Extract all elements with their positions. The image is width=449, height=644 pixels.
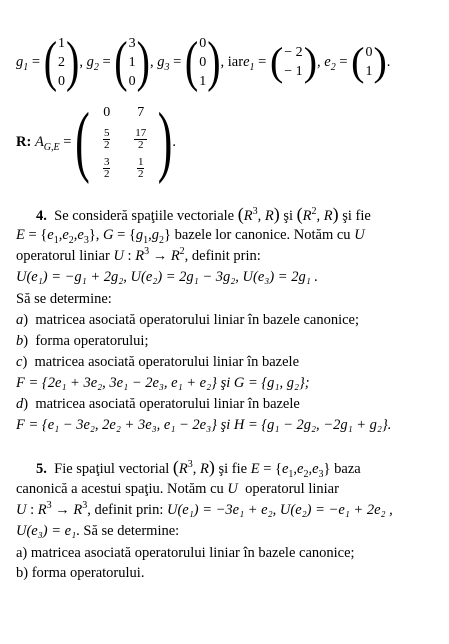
g1-vector: ( 1 2 0 ) [43,29,80,93]
p5-item-a: a) matricea asociată operatorului liniar în bazele canonice; [16,545,355,561]
e1-vector: ( − 2 − 1 ) [269,39,318,84]
conj-text: , iar [220,54,244,70]
answer-matrix: ( 0 7 $\frac{5}{2}$ $\frac{17}{2}$ $\frac{3}{2}$ $\frac{1}{2}$ ) [75,97,173,186]
p5-line4: U(e₃) = e₁. Să se determine: [16,523,180,539]
p4-line5: Să se determine: [16,291,112,307]
p5-line1: 5. Fie spaţiul vectorial ($R^3$, R) şi fie $E = \{e_1,e_2,e_3\}$ baza [36,457,361,480]
p4-item-d: d) matricea asociată operatorului liniar în bazele [16,396,300,412]
p4-item-a: a) matricea asociată operatorului liniar în bazele canonice; [16,312,360,328]
p5-line3: U : $R^3 \to R^3$, definit prin: U(e₁) = −3e₁ + e₂, U(e₂) = −e₁ + 2e₂ , [16,500,393,518]
g1-label: $g_1$ [16,54,29,73]
p4-line1: 4. Se consideră spaţiile vectoriale ($R^3$, R) şi ($R^2$, R) şi fie [36,204,371,224]
basis-line: $g_1$ = ( 1 2 0 ) , $g_2$ = ( 3 1 0 ) , $g_3$ = ( 0 0 1 ) , iar $e_1$ = ( − 2 − 1 ) , $e_2$ = ( 0 1 ) . [16,29,391,93]
p4-item-c: c) matricea asociată operatorului liniar în bazele [16,354,300,370]
p4-item-c-formula: F = {2e₁ + 3e₂, 3e₁ − 2e₃, e₁ + e₂} şi G = {g₁, g₂}; [16,375,310,391]
g2-label: $g_2$ [86,54,99,73]
p4-item-d-formula: F = {e₁ − 3e₂, 2e₂ + 3e₃, e₁ − 2e₃} şi H = {g₁ − 2g₂, −2g₁ + g₂}. [16,417,392,433]
p4-line2: $E = \{e_1,e_2,e_3\}$, $G = \{g_1,g_2\}$ bazele lor canonice. Notăm cu U [16,227,365,246]
g3-label: $g_3$ [157,54,170,73]
p4-item-b: b) forma operatorului; [16,333,149,349]
p5-line2: canonică a acestui spaţiu. Notăm cu U operatorul liniar [16,481,339,497]
matrix-name: $A_{G,E}$ [34,134,60,153]
p5-item-b: b) forma operatorului. [16,565,145,581]
e2-label: $e_2$ [324,54,336,73]
answer-line: R: $A_{G,E}$ = ( 0 7 $\frac{5}{2}$ $\frac{17}{2}$ $\frac{3}{2}$ $\frac{1}{2}$ ) . [16,97,177,186]
answer-label: R: [16,134,32,150]
p4-line3: operatorul liniar U : $R^3 \to R^2$, definit prin: [16,246,261,264]
g3-vector: ( 0 0 1 ) [184,29,221,93]
p4-line4: U(e₁) = −g₁ + 2g₂, U(e₂) = 2g₁ − 3g₂, U(e₃) = 2g₁ . [16,269,318,285]
g2-vector: ( 3 1 0 ) [114,29,150,93]
e1-label: $e_1$ [243,54,255,73]
e2-vector: ( 0 1 ) [351,39,387,84]
